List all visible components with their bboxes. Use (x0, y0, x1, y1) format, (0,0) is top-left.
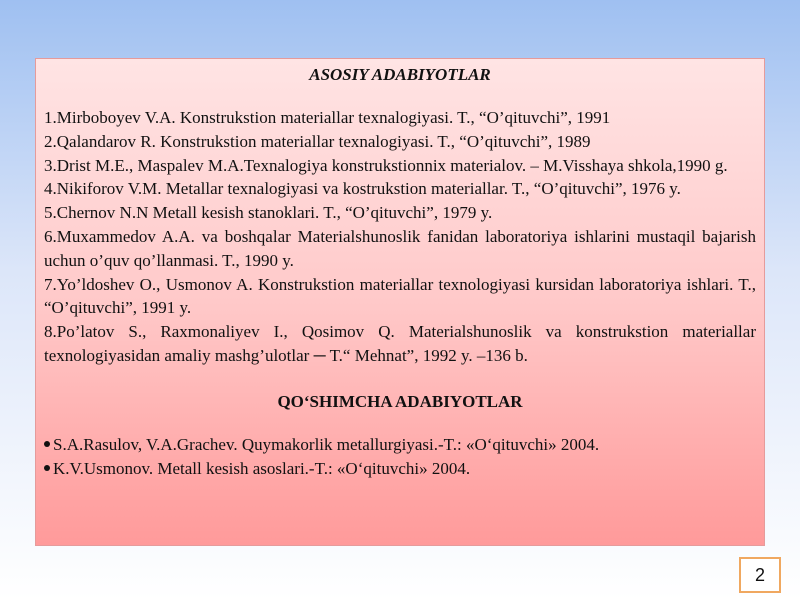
reference-7: 7.Yo’ldoshev O., Usmonov A. Konstrukstion materiallar texnologiyasi kursidan laboratoriya ishlari. T., “O’qituvchi”, 1991 y. (44, 274, 756, 318)
reference-6: 6.Muxammedov A.A. va boshqalar Materialshunoslik fanidan laboratoriya ishlarini mustaqil bajarish uchun o’quv qo’llanmasi. T., 1990 y. (44, 226, 756, 270)
reference-2: 2.Qalandarov R. Konstrukstion materiallar texnalogiyasi. T., “O’qituvchi”, 1989 (44, 131, 591, 151)
reference-5: 5.Chernov N.N Metall kesish stanoklari. T., “O’qituvchi”, 1979 y. (44, 203, 493, 223)
reference-3: 3.Drist M.E., Maspalev M.A.Texnalogiya konstrukstionnix materialov. – M.Visshaya shkola,1990 g. (44, 155, 728, 175)
bullet-icon (44, 441, 50, 447)
page-number: 2 (739, 557, 781, 593)
extra-reference-2 (44, 457, 756, 481)
extra-reference-1 (44, 433, 756, 457)
bullet-icon (44, 465, 50, 471)
extra-references-title: QO‘SHIMCHA ADABIYOTLAR (277, 391, 523, 411)
references-panel (35, 58, 765, 546)
main-references-title: ASOSIY ADABIYOTLAR (309, 65, 491, 84)
reference-8: 8.Po’latov S., Raxmonaliyev I., Qosimov Q. Materialshunoslik va konstrukstion materiallar texnologiyasidan amaliy mashg’ulotlar ─ T.“ Mehnat”, 1992 y. –136 b. (44, 322, 756, 365)
extra-reference-2-text: K.V.Usmonov. Metall kesish asoslari.-T.: «O‘qituvchi» 2004. (53, 458, 471, 478)
reference-1: 1.Mirboboyev V.A. Konstrukstion materiallar texnalogiyasi. T., “O’qituvchi”, 1991 (44, 108, 611, 127)
extra-reference-1-text: S.A.Rasulov, V.A.Grachev. Quymakorlik metallurgiyasi.-T.: «O‘qituvchi» 2004. (53, 434, 600, 454)
reference-4: 4.Nikiforov V.M. Metallar texnalogiyasi va kostrukstion materiallar. T., “O’qituvchi”, 1976 y. (44, 179, 681, 199)
